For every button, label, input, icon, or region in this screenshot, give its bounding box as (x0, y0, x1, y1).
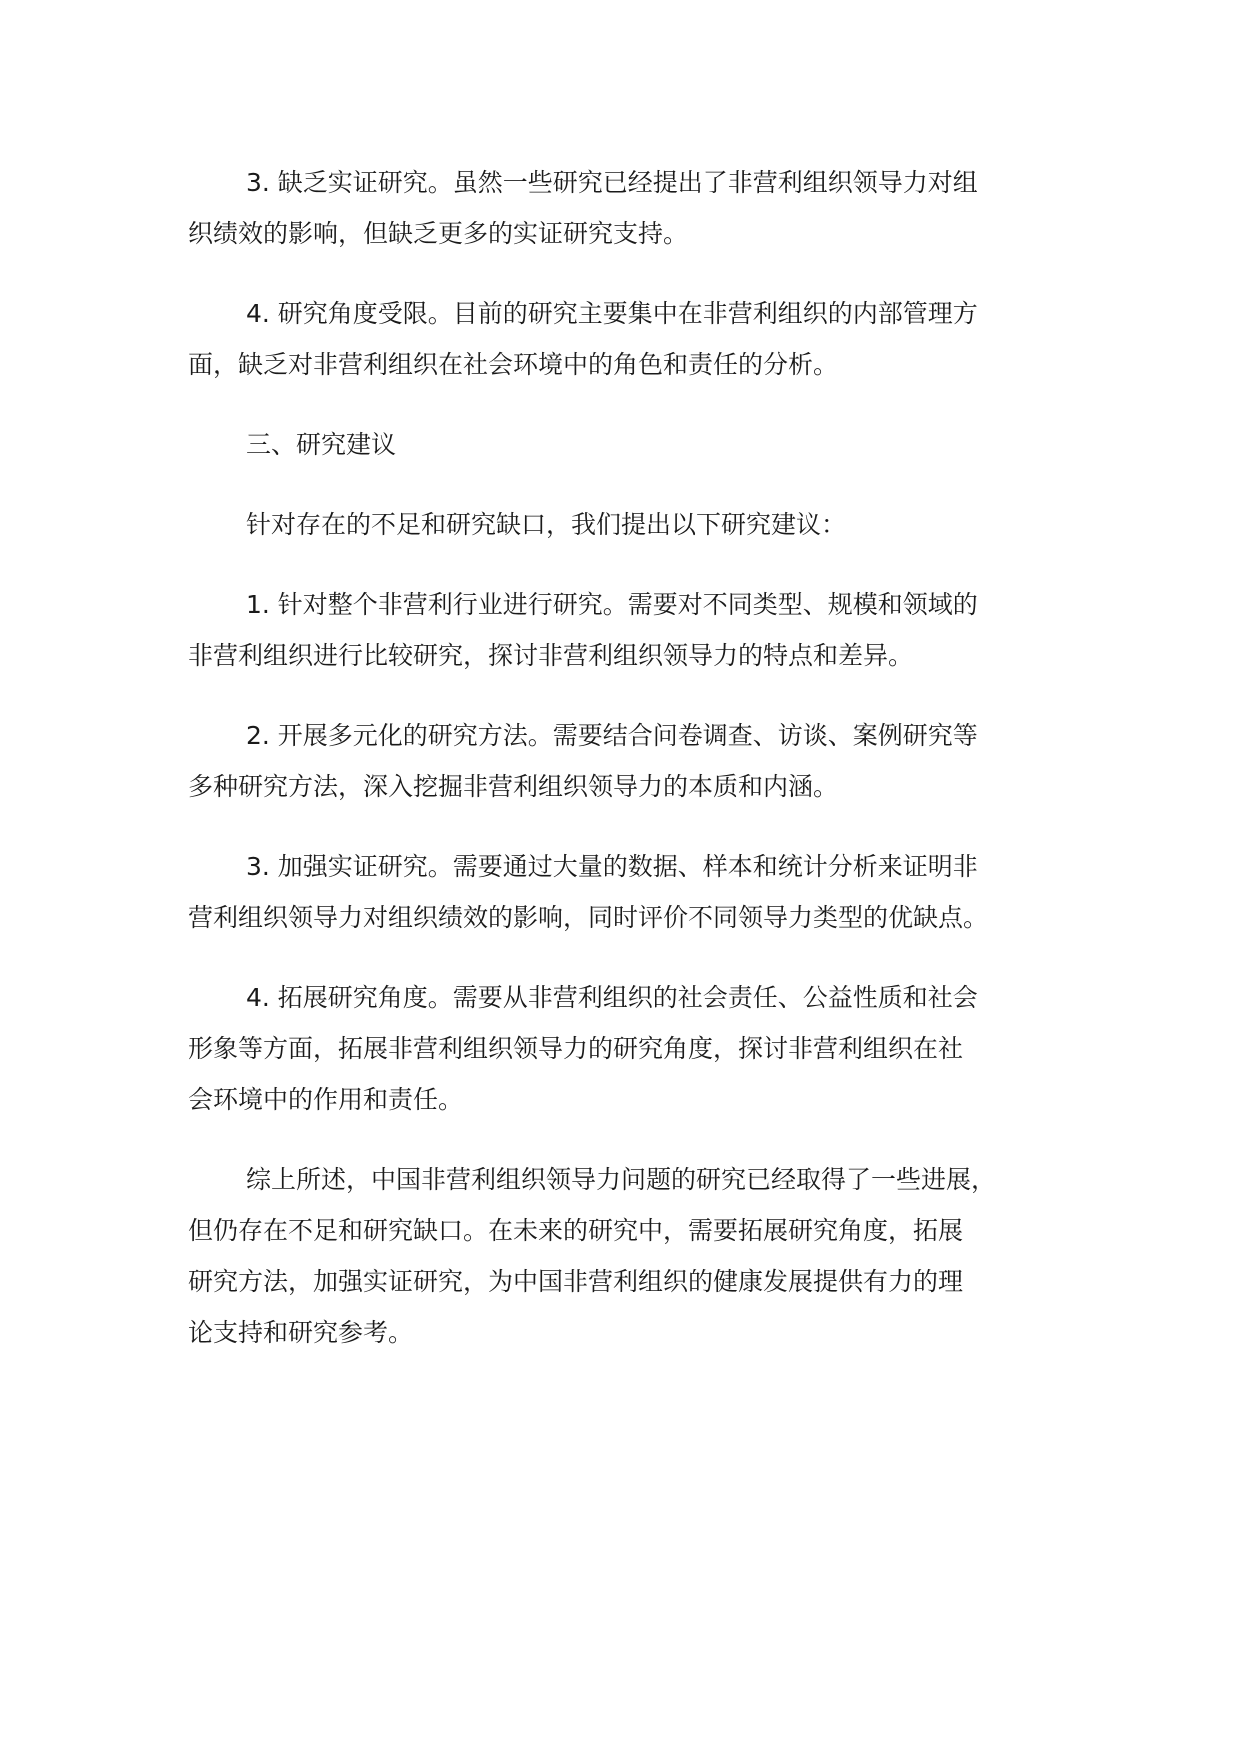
paragraph-line: 面，缺乏对非营利组织在社会环境中的角色和责任的分析。 (188, 350, 839, 379)
paragraph-line: 非营利组织进行比较研究，探讨非营利组织领导力的特点和差异。 (188, 641, 914, 670)
paragraph-line: 4. 拓展研究角度。需要从非营利组织的社会责任、公益性质和社会 (246, 983, 978, 1012)
paragraph-line: 1. 针对整个非营利行业进行研究。需要对不同类型、规模和领域的 (246, 590, 978, 619)
paragraph-line: 营利组织领导力对组织绩效的影响，同时评价不同领导力类型的优缺点。 (188, 903, 989, 932)
paragraph-limited-perspective (188, 288, 1068, 390)
paragraph-line: 织绩效的影响，但缺乏更多的实证研究支持。 (188, 219, 689, 248)
paragraph-suggestion-2 (188, 710, 1068, 812)
paragraph-line: 论支持和研究参考。 (188, 1318, 414, 1347)
paragraph-line: 会环境中的作用和责任。 (188, 1085, 464, 1114)
paragraph-suggestions-intro (188, 499, 1068, 550)
paragraph-lack-empirical-research (188, 157, 1068, 259)
paragraph-suggestion-4 (188, 972, 1068, 1125)
paragraph-suggestion-3 (188, 841, 1068, 943)
paragraph-line: 3. 缺乏实证研究。虽然一些研究已经提出了非营利组织领导力对组 (246, 168, 978, 197)
paragraph-line: 3. 加强实证研究。需要通过大量的数据、样本和统计分析来证明非 (246, 852, 978, 881)
section-heading-research-suggestions (188, 419, 1068, 470)
paragraph-conclusion (188, 1154, 1068, 1358)
section-heading: 三、研究建议 (246, 430, 397, 459)
paragraph-line: 多种研究方法，深入挖掘非营利组织领导力的本质和内涵。 (188, 772, 839, 801)
paragraph-line: 4. 研究角度受限。目前的研究主要集中在非营利组织的内部管理方 (246, 299, 978, 328)
paragraph-line: 形象等方面，拓展非营利组织领导力的研究角度，探讨非营利组织在社 (188, 1034, 964, 1063)
paragraph-line: 2. 开展多元化的研究方法。需要结合问卷调查、访谈、案例研究等 (246, 721, 978, 750)
paragraph-line: 但仍存在不足和研究缺口。在未来的研究中，需要拓展研究角度，拓展 (188, 1216, 964, 1245)
paragraph-line: 综上所述，中国非营利组织领导力问题的研究已经取得了一些进展， (246, 1165, 997, 1194)
paragraph-suggestion-1 (188, 579, 1068, 681)
document-body (188, 157, 1068, 1387)
paragraph-line: 研究方法，加强实证研究，为中国非营利组织的健康发展提供有力的理 (188, 1267, 964, 1296)
paragraph-line: 针对存在的不足和研究缺口，我们提出以下研究建议： (246, 510, 847, 539)
